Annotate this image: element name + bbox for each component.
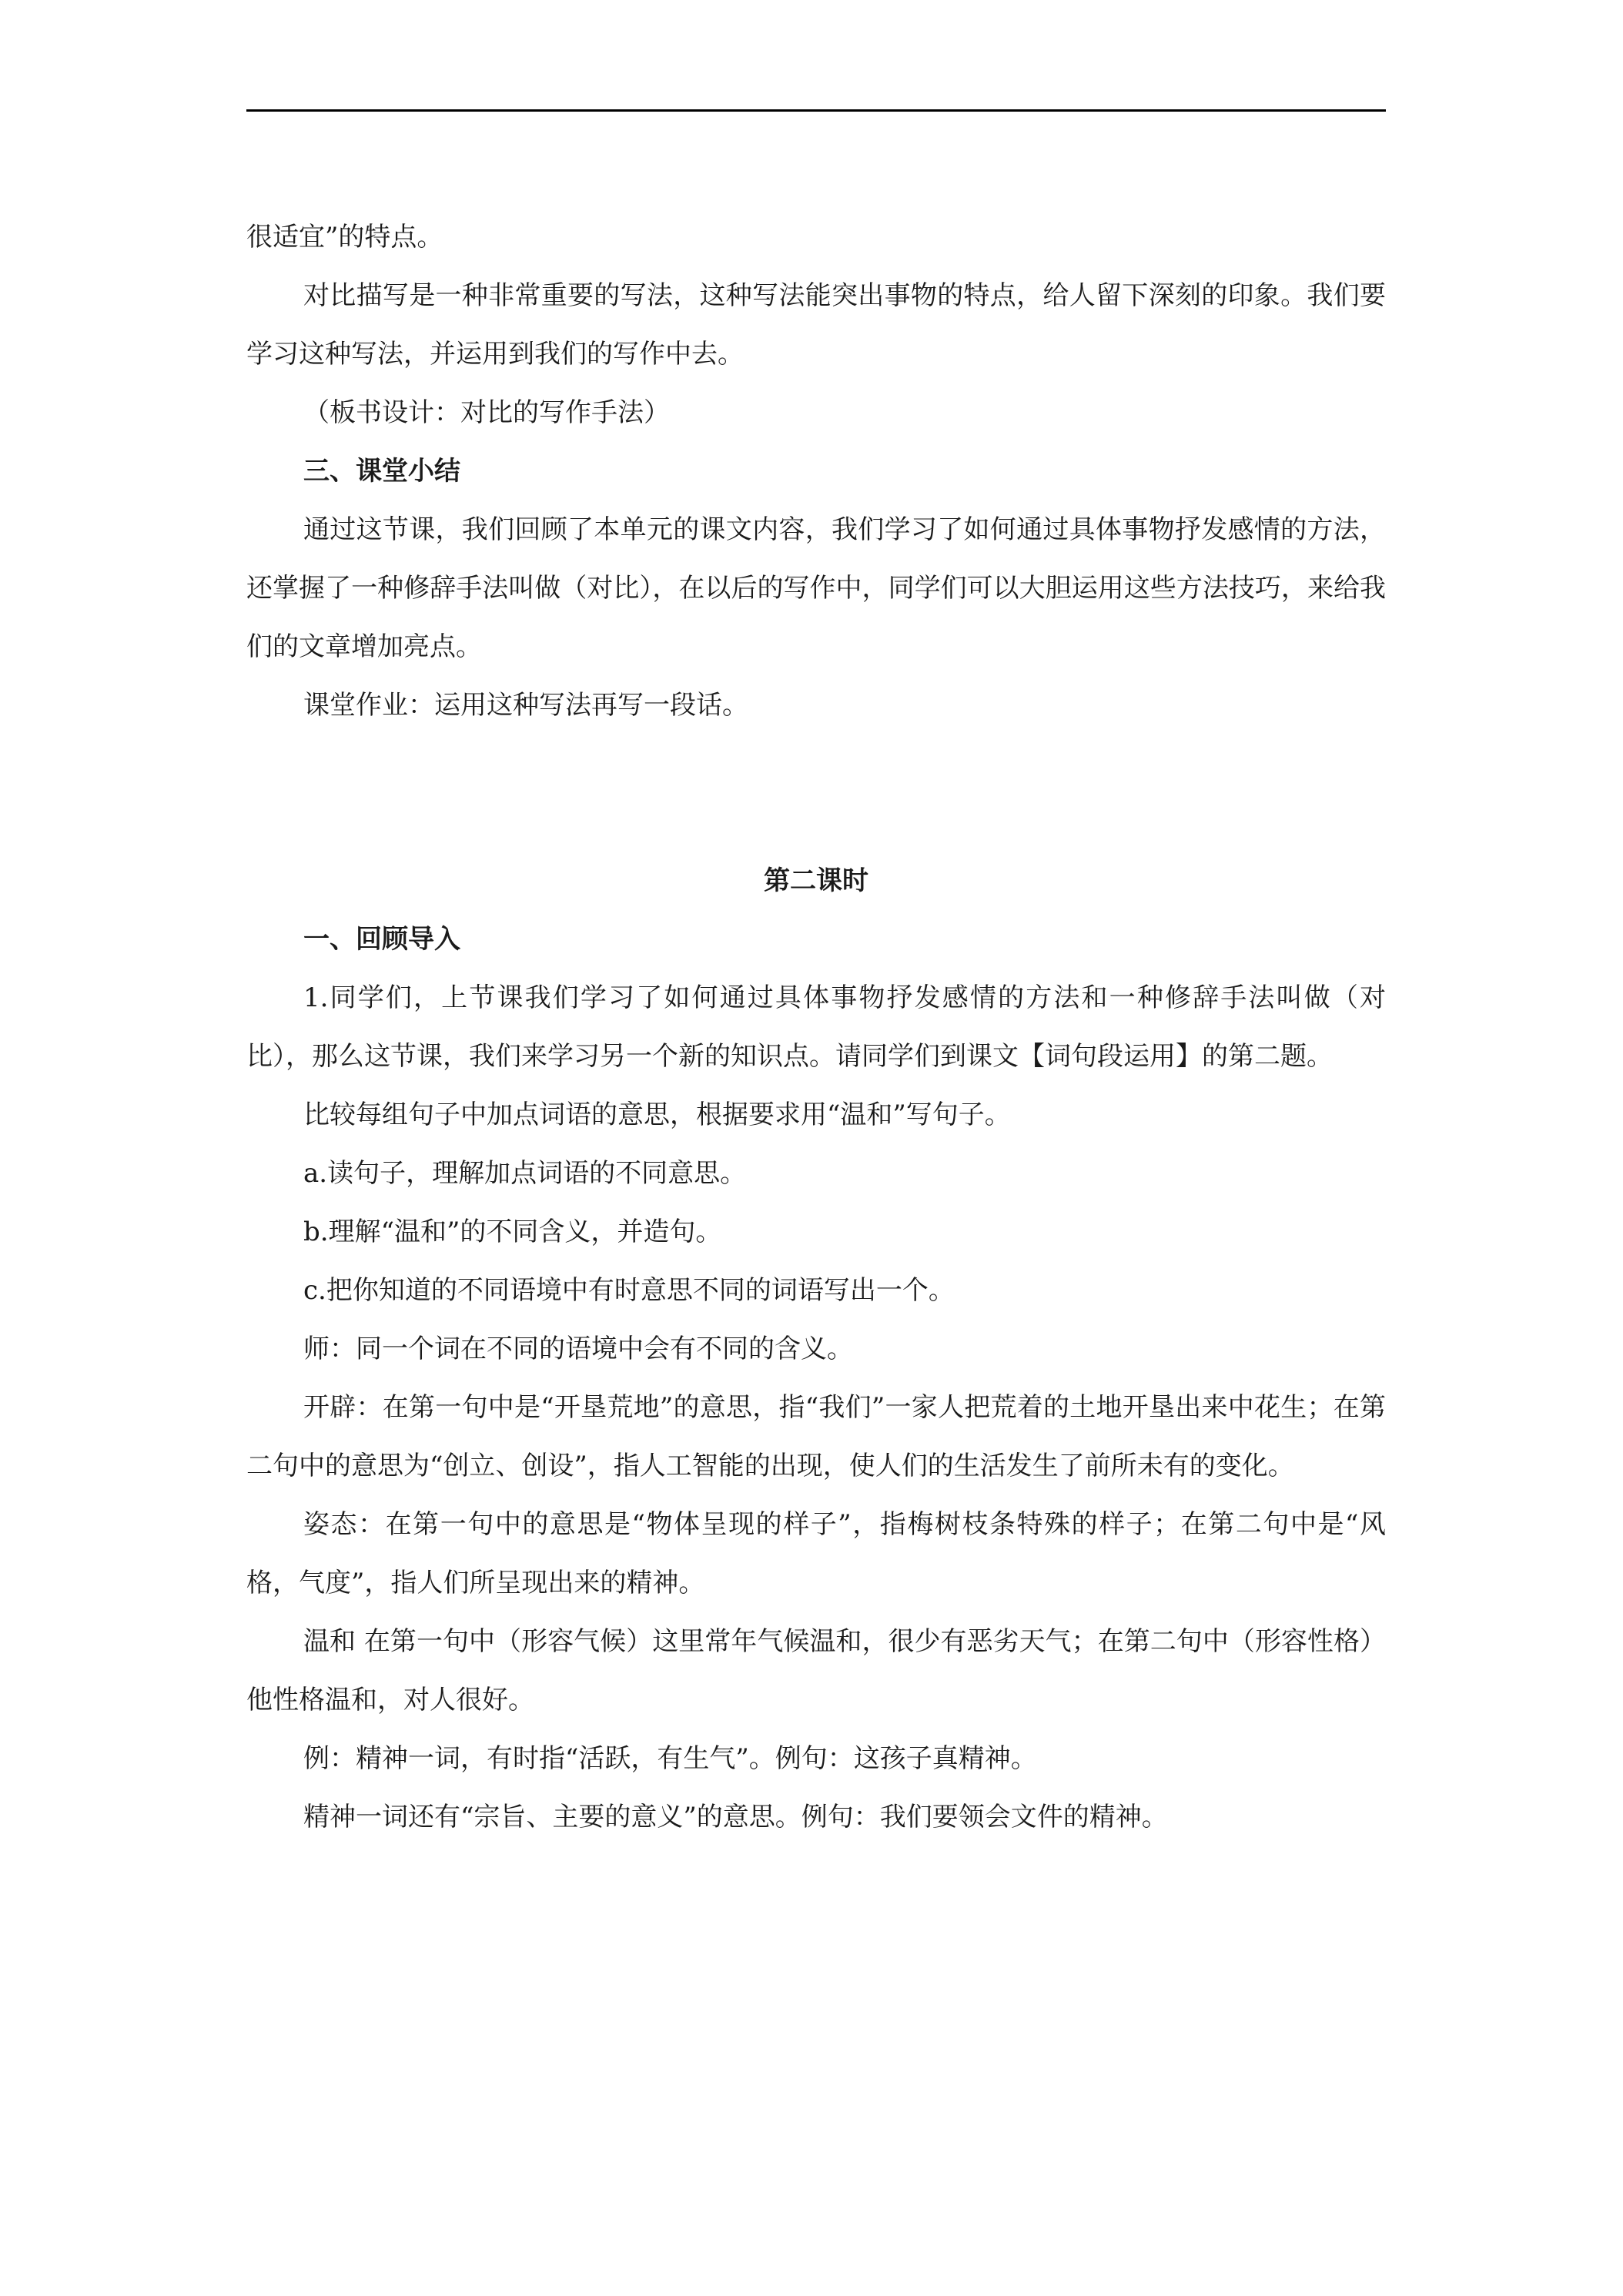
heading-class-summary: 三、课堂小结: [303, 456, 460, 487]
paragraph-wenhe: 温和 在第一句中（形容气候）这里常年气候温和，很少有恶劣天气；在第二句中（形容性格）他性格温和，对人很好。: [246, 1626, 1386, 1715]
paragraph-zitai: 姿态：在第一句中的意思是“物体呈现的样子”，指梅树枝条特殊的样子；在第二句中是“风格，气度”，指人们所呈现出来的精神。: [246, 1509, 1386, 1598]
paragraph-board-design: （板书设计：对比的写作手法）: [303, 397, 670, 428]
paragraph-teacher-note: 师：同一个词在不同的语境中会有不同的含义。: [303, 1334, 853, 1364]
paragraph-continuation: 很适宜”的特点。: [246, 222, 443, 253]
paragraph-kaipi: 开辟：在第一句中是“开垦荒地”的意思，指“我们”一家人把荒着的土地开垦出来中花生；在第二句中的意思为“创立、创设”，指人工智能的出现，使人们的生活发生了前所未有的变化。: [246, 1392, 1386, 1481]
paragraph-jingshen-example: 例：精神一词，有时指“活跃，有生气”。例句：这孩子真精神。: [303, 1743, 1037, 1774]
header-rule: [246, 109, 1386, 112]
paragraph-homework: 课堂作业：运用这种写法再写一段话。: [303, 690, 748, 721]
paragraph-contrast-writing: 对比描写是一种非常重要的写法，这种写法能突出事物的特点，给人留下深刻的印象。我们要学习这种写法，并运用到我们的写作中去。: [246, 280, 1386, 370]
paragraph-jingshen-meaning: 精神一词还有“宗旨、主要的意义”的意思。例句：我们要领会文件的精神。: [303, 1802, 1168, 1832]
document-body: [246, 208, 1386, 1846]
paragraph-task-b: b.理解“温和”的不同含义，并造句。: [303, 1217, 722, 1247]
paragraph-summary: 通过这节课，我们回顾了本单元的课文内容，我们学习了如何通过具体事物抒发感情的方法，还掌握了一种修辞手法叫做（对比），在以后的写作中，同学们可以大胆运用这些方法技巧，来给我们的文章增加亮点。: [246, 514, 1386, 662]
paragraph-task-c: c.把你知道的不同语境中有时意思不同的词语写出一个。: [303, 1275, 955, 1306]
heading-review-intro: 一、回顾导入: [303, 924, 460, 955]
section-spacer: [246, 735, 1386, 852]
paragraph-compare-task: 比较每组句子中加点词语的意思，根据要求用“温和”写句子。: [303, 1099, 1011, 1130]
section-title: 第二课时: [764, 865, 868, 896]
paragraph-intro-1: 1.同学们，上节课我们学习了如何通过具体事物抒发感情的方法和一种修辞手法叫做（对比），那么这节课，我们来学习另一个新的知识点。请同学们到课文【词句段运用】的第二题。: [246, 982, 1386, 1072]
paragraph-task-a: a.读句子，理解加点词语的不同意思。: [303, 1158, 747, 1189]
